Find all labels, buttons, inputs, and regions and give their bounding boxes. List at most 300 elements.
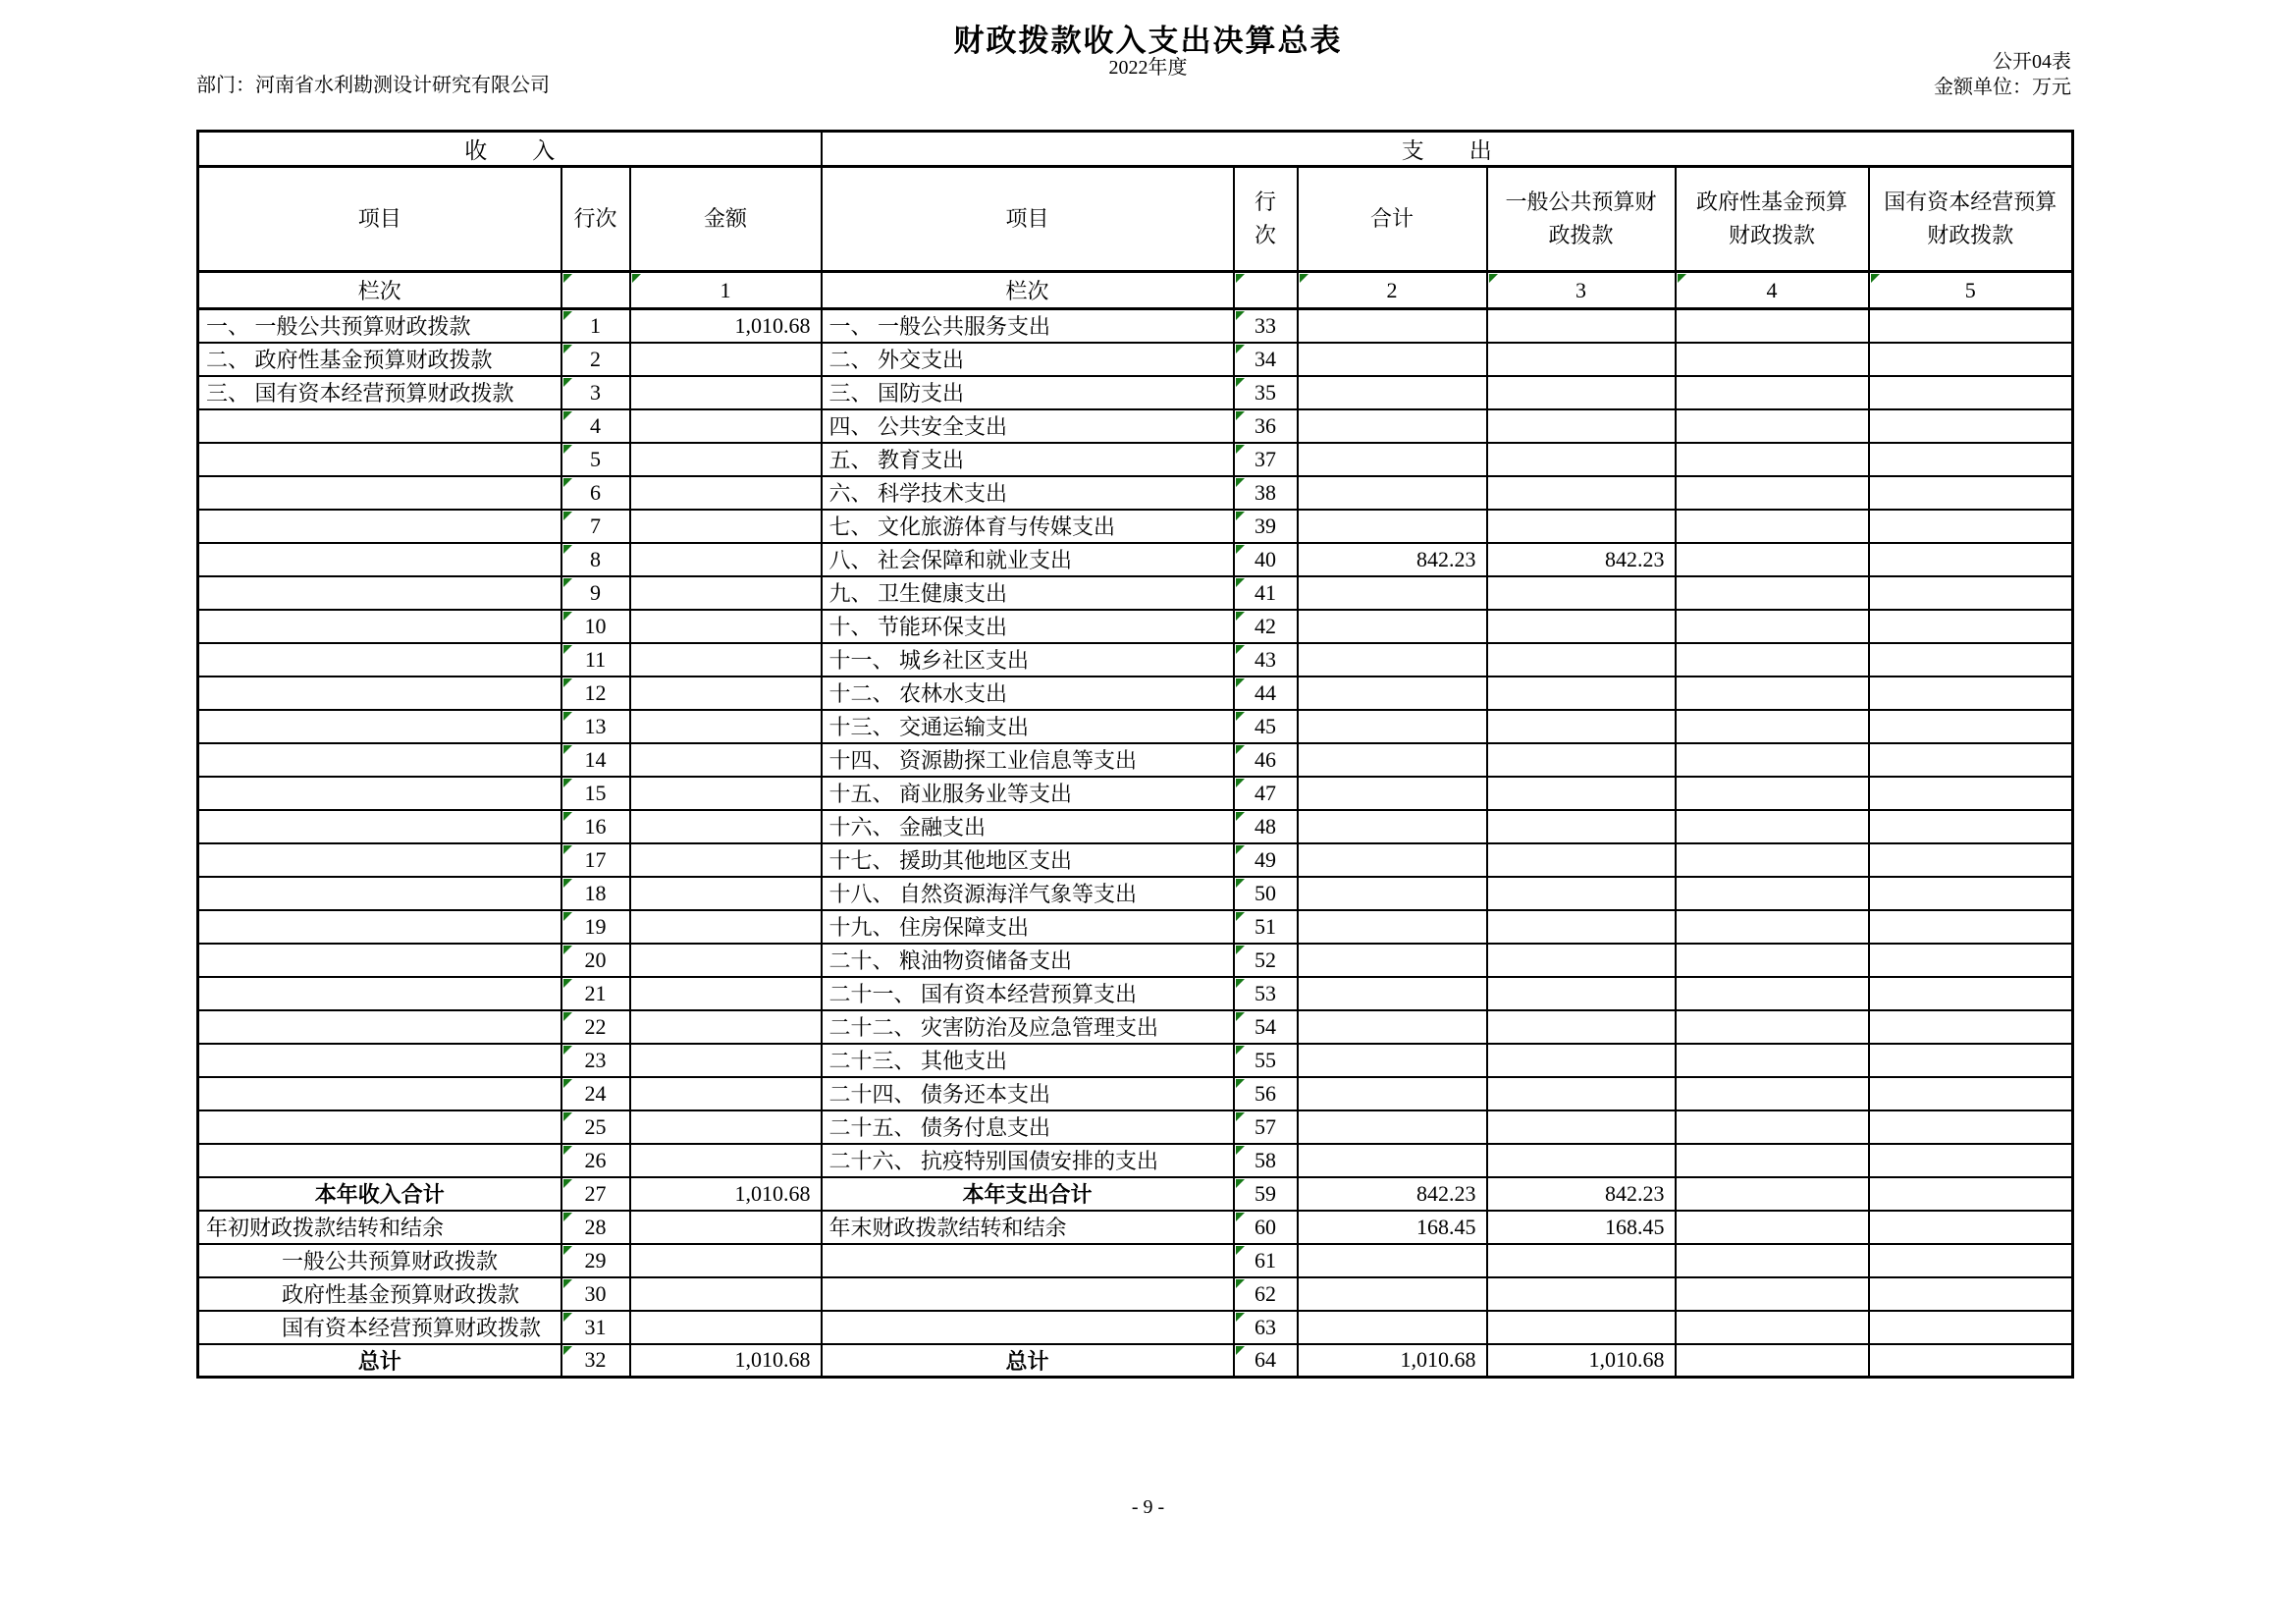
expense-state-capital-cell [1869,1044,2073,1077]
expense-item-cell: 十九、 住房保障支出 [822,910,1234,944]
income-rowno-cell: 7 [561,510,630,543]
expense-total-cell: 842.23 [1298,543,1487,576]
income-rowno-index-cell [561,272,630,309]
expense-gov-fund-cell [1676,1144,1869,1177]
expense-rowno-cell: 63 [1234,1311,1298,1344]
expense-rowno-cell: 38 [1234,476,1298,510]
income-item-cell: 国有资本经营预算财政拨款 [198,1311,561,1344]
income-item-cell [198,877,561,910]
expense-gov-fund-cell [1676,1177,1869,1211]
income-rowno-cell: 2 [561,343,630,376]
expense-general-budget-cell [1487,743,1676,777]
table-row [198,643,2073,677]
income-item-cell [198,777,561,810]
expense-total-cell: 842.23 [1298,1177,1487,1211]
expense-total-cell [1298,810,1487,843]
expense-total-index: 2 [1298,272,1487,309]
income-rowno-cell: 17 [561,843,630,877]
expense-state-capital-cell [1869,1144,2073,1177]
income-rowno-cell: 6 [561,476,630,510]
income-rowno-cell: 11 [561,643,630,677]
expense-total-cell: 1,010.68 [1298,1344,1487,1378]
expense-state-capital-cell [1869,443,2073,476]
expense-total-cell: 168.45 [1298,1211,1487,1244]
income-item-cell [198,977,561,1010]
expense-state-capital-cell [1869,376,2073,409]
expense-total-cell [1298,610,1487,643]
expense-rowno-cell: 57 [1234,1110,1298,1144]
income-amount-cell: 1,010.68 [630,1344,822,1378]
income-item-cell: 一、 一般公共预算财政拨款 [198,309,561,343]
expense-state-capital-cell [1869,1110,2073,1144]
expense-gov-fund-cell [1676,810,1869,843]
expense-general-budget-cell [1487,677,1676,710]
expense-general-budget-cell: 842.23 [1487,1177,1676,1211]
income-amount-cell [630,944,822,977]
income-index-label: 栏次 [198,272,561,309]
table-row [198,1144,2073,1177]
expense-state-capital-cell [1869,677,2073,710]
expense-state-capital-index: 5 [1869,272,2073,309]
income-amount-cell [630,777,822,810]
expense-item-cell: 三、 国防支出 [822,376,1234,409]
expense-total-cell [1298,1110,1487,1144]
table-row [198,1010,2073,1044]
expense-rowno-cell: 51 [1234,910,1298,944]
income-item-cell [198,1110,561,1144]
table-row [198,1110,2073,1144]
expense-general-budget-cell [1487,910,1676,944]
form-code-label: 公开04表 [1993,51,2071,73]
income-item-cell: 年初财政拨款结转和结余 [198,1211,561,1244]
income-amount-cell [630,510,822,543]
unit-label: 金额单位：万元 [1934,77,2071,98]
expense-total-cell [1298,1010,1487,1044]
table-row [198,1177,2073,1211]
expense-item-cell: 十二、 农林水支出 [822,677,1234,710]
expense-total-cell [1298,309,1487,343]
expense-section-header: 支 出 [822,132,2073,167]
expense-total-cell [1298,944,1487,977]
expense-general-budget-cell: 842.23 [1487,543,1676,576]
col-header-expense-total: 合计 [1298,167,1487,272]
income-item-cell: 二、 政府性基金预算财政拨款 [198,343,561,376]
income-amount-cell [630,643,822,677]
income-amount-cell [630,409,822,443]
income-amount-cell [630,476,822,510]
income-rowno-cell: 29 [561,1244,630,1277]
expense-total-cell [1298,1244,1487,1277]
income-amount-cell [630,877,822,910]
table-row [198,576,2073,610]
income-amount-cell [630,810,822,843]
table-body [198,309,2073,1378]
expense-gov-fund-cell [1676,376,1869,409]
expense-gov-fund-cell [1676,443,1869,476]
section-header-row [198,132,2073,167]
expense-state-capital-cell [1869,944,2073,977]
expense-general-budget-cell [1487,510,1676,543]
income-rowno-cell: 20 [561,944,630,977]
expense-rowno-cell: 61 [1234,1244,1298,1277]
expense-gov-fund-cell [1676,1244,1869,1277]
expense-total-cell [1298,877,1487,910]
expense-gov-fund-cell [1676,309,1869,343]
expense-item-cell: 二十五、 债务付息支出 [822,1110,1234,1144]
expense-item-cell: 十、 节能环保支出 [822,610,1234,643]
income-item-cell [198,476,561,510]
expense-state-capital-cell [1869,710,2073,743]
expense-rowno-cell: 42 [1234,610,1298,643]
table-row [198,1311,2073,1344]
expense-item-cell [822,1277,1234,1311]
table-row [198,1044,2073,1077]
expense-item-cell: 十一、 城乡社区支出 [822,643,1234,677]
expense-total-cell [1298,1077,1487,1110]
table-row [198,810,2073,843]
expense-state-capital-cell [1869,777,2073,810]
expense-gov-fund-cell [1676,877,1869,910]
expense-total-cell [1298,343,1487,376]
expense-rowno-cell: 40 [1234,543,1298,576]
expense-state-capital-cell [1869,910,2073,944]
expense-total-cell [1298,1311,1487,1344]
income-rowno-cell: 23 [561,1044,630,1077]
expense-total-cell [1298,743,1487,777]
income-amount-cell [630,1010,822,1044]
expense-item-cell: 十四、 资源勘探工业信息等支出 [822,743,1234,777]
expense-item-cell: 二十三、 其他支出 [822,1044,1234,1077]
income-rowno-cell: 18 [561,877,630,910]
expense-total-cell [1298,1277,1487,1311]
expense-total-cell [1298,1044,1487,1077]
expense-general-budget-cell [1487,1077,1676,1110]
expense-index-label: 栏次 [822,272,1234,309]
income-item-cell: 一般公共预算财政拨款 [198,1244,561,1277]
column-header-row [198,167,2073,272]
expense-rowno-cell: 60 [1234,1211,1298,1244]
income-rowno-cell: 8 [561,543,630,576]
income-item-cell [198,576,561,610]
income-amount-cell: 1,010.68 [630,309,822,343]
expense-gov-fund-cell [1676,510,1869,543]
expense-general-budget-cell [1487,476,1676,510]
expense-general-budget-cell [1487,810,1676,843]
table-row [198,977,2073,1010]
expense-general-budget-cell [1487,309,1676,343]
expense-gov-fund-cell [1676,910,1869,944]
table-row [198,610,2073,643]
expense-gov-fund-cell [1676,576,1869,610]
expense-rowno-cell: 46 [1234,743,1298,777]
income-amount-cell [630,1244,822,1277]
expense-rowno-cell: 55 [1234,1044,1298,1077]
expense-total-cell [1298,710,1487,743]
expense-state-capital-cell [1869,1277,2073,1311]
income-amount-cell [630,376,822,409]
expense-rowno-cell: 37 [1234,443,1298,476]
income-amount-cell [630,977,822,1010]
income-amount-cell [630,1110,822,1144]
expense-general-budget-cell [1487,1244,1676,1277]
expense-rowno-cell: 47 [1234,777,1298,810]
income-rowno-cell: 30 [561,1277,630,1311]
income-amount-cell [630,677,822,710]
expense-state-capital-cell [1869,409,2073,443]
income-rowno-cell: 12 [561,677,630,710]
table-row [198,543,2073,576]
expense-state-capital-cell [1869,810,2073,843]
expense-state-capital-cell [1869,1244,2073,1277]
expense-gov-fund-cell [1676,1211,1869,1244]
col-header-expense-state-capital: 国有资本经营预算财政拨款 [1869,167,2073,272]
income-rowno-cell: 5 [561,443,630,476]
expense-gov-fund-cell [1676,343,1869,376]
expense-total-cell [1298,576,1487,610]
income-item-cell: 本年收入合计 [198,1177,561,1211]
table-row [198,343,2073,376]
expense-gov-fund-cell [1676,743,1869,777]
income-item-cell: 政府性基金预算财政拨款 [198,1277,561,1311]
income-item-cell [198,743,561,777]
col-header-expense-gov-fund: 政府性基金预算财政拨款 [1676,167,1869,272]
income-item-cell [198,610,561,643]
expense-general-budget-cell [1487,877,1676,910]
expense-rowno-cell: 50 [1234,877,1298,910]
expense-general-budget-cell [1487,643,1676,677]
expense-rowno-index-cell [1234,272,1298,309]
expense-rowno-cell: 35 [1234,376,1298,409]
page-title: 财政拨款收入支出决算总表 [953,24,1343,58]
expense-total-cell [1298,843,1487,877]
expense-gov-fund-cell [1676,610,1869,643]
expense-rowno-cell: 58 [1234,1144,1298,1177]
expense-gov-fund-cell [1676,1311,1869,1344]
col-header-income-amount: 金额 [630,167,822,272]
expense-gov-fund-cell [1676,944,1869,977]
income-item-cell [198,510,561,543]
expense-general-index: 3 [1487,272,1676,309]
expense-state-capital-cell [1869,510,2073,543]
table-row [198,1344,2073,1378]
expense-general-budget-cell [1487,977,1676,1010]
expense-rowno-cell: 62 [1234,1277,1298,1311]
expense-item-cell [822,1244,1234,1277]
table-row [198,1077,2073,1110]
fiscal-year-label: 2022年度 [1108,57,1188,79]
income-item-cell [198,409,561,443]
income-amount-cell [630,843,822,877]
table-row [198,777,2073,810]
income-item-cell [198,910,561,944]
expense-item-cell: 年末财政拨款结转和结余 [822,1211,1234,1244]
expense-rowno-cell: 45 [1234,710,1298,743]
expense-state-capital-cell [1869,476,2073,510]
income-rowno-cell: 4 [561,409,630,443]
expense-general-budget-cell [1487,944,1676,977]
table-row [198,710,2073,743]
expense-gov-fund-cell [1676,677,1869,710]
expense-rowno-cell: 54 [1234,1010,1298,1044]
expense-item-cell: 四、 公共安全支出 [822,409,1234,443]
income-item-cell [198,710,561,743]
income-section-header: 收 入 [198,132,822,167]
expense-gov-fund-cell [1676,1344,1869,1378]
income-rowno-cell: 25 [561,1110,630,1144]
expense-general-budget-cell [1487,610,1676,643]
income-item-cell [198,1044,561,1077]
table-row [198,843,2073,877]
expense-general-budget-cell: 1,010.68 [1487,1344,1676,1378]
income-rowno-cell: 13 [561,710,630,743]
table-row [198,910,2073,944]
expense-state-capital-cell [1869,610,2073,643]
expense-item-cell: 二、 外交支出 [822,343,1234,376]
expense-item-cell [822,1311,1234,1344]
expense-rowno-cell: 36 [1234,409,1298,443]
income-amount-cell [630,910,822,944]
income-item-cell [198,1010,561,1044]
expense-gov-fund-cell [1676,710,1869,743]
expense-item-cell: 本年支出合计 [822,1177,1234,1211]
table-row [198,1277,2073,1311]
department-label: 部门：河南省水利勘测设计研究有限公司 [196,75,550,96]
income-rowno-cell: 31 [561,1311,630,1344]
income-amount-cell [630,1211,822,1244]
expense-gov-fund-cell [1676,1077,1869,1110]
expense-general-budget-cell [1487,343,1676,376]
expense-state-capital-cell [1869,1211,2073,1244]
income-amount-cell [630,610,822,643]
expense-item-cell: 总计 [822,1344,1234,1378]
expense-state-capital-cell [1869,576,2073,610]
table-row [198,877,2073,910]
income-item-cell [198,677,561,710]
col-header-expense-rowno: 行次 [1234,167,1298,272]
expense-item-cell: 十六、 金融支出 [822,810,1234,843]
expense-general-budget-cell [1487,843,1676,877]
expense-general-budget-cell: 168.45 [1487,1211,1676,1244]
page-number: - 9 - [1131,1496,1165,1518]
expense-total-cell [1298,510,1487,543]
table-row [198,677,2073,710]
expense-state-capital-cell [1869,1344,2073,1378]
expense-state-capital-cell [1869,543,2073,576]
column-index-row [198,272,2073,309]
col-header-expense-item: 项目 [822,167,1234,272]
table-row [198,510,2073,543]
income-rowno-cell: 3 [561,376,630,409]
income-item-cell [198,1077,561,1110]
expense-state-capital-cell [1869,743,2073,777]
expense-item-cell: 一、 一般公共服务支出 [822,309,1234,343]
income-rowno-cell: 26 [561,1144,630,1177]
expense-state-capital-cell [1869,1177,2073,1211]
expense-rowno-cell: 39 [1234,510,1298,543]
expense-rowno-cell: 53 [1234,977,1298,1010]
expense-gov-fund-cell [1676,1277,1869,1311]
expense-total-cell [1298,1144,1487,1177]
col-header-income-item: 项目 [198,167,561,272]
expense-rowno-cell: 52 [1234,944,1298,977]
expense-state-capital-cell [1869,1010,2073,1044]
expense-total-cell [1298,443,1487,476]
income-amount-cell [630,1044,822,1077]
expense-item-cell: 八、 社会保障和就业支出 [822,543,1234,576]
expense-gov-fund-cell [1676,1010,1869,1044]
income-amount-cell [630,1144,822,1177]
expense-rowno-cell: 59 [1234,1177,1298,1211]
expense-item-cell: 十七、 援助其他地区支出 [822,843,1234,877]
expense-item-cell: 九、 卫生健康支出 [822,576,1234,610]
income-item-cell [198,643,561,677]
table-row [198,944,2073,977]
income-rowno-cell: 1 [561,309,630,343]
expense-item-cell: 二十六、 抗疫特别国债安排的支出 [822,1144,1234,1177]
fiscal-appropriation-table [196,130,2074,1379]
income-rowno-cell: 16 [561,810,630,843]
expense-state-capital-cell [1869,643,2073,677]
expense-rowno-cell: 43 [1234,643,1298,677]
expense-general-budget-cell [1487,1010,1676,1044]
income-amount-cell [630,1277,822,1311]
income-rowno-cell: 21 [561,977,630,1010]
expense-item-cell: 二十、 粮油物资储备支出 [822,944,1234,977]
expense-state-capital-cell [1869,877,2073,910]
table-row [198,1244,2073,1277]
expense-gov-fund-cell [1676,843,1869,877]
income-rowno-cell: 28 [561,1211,630,1244]
income-amount-cell [630,710,822,743]
expense-rowno-cell: 48 [1234,810,1298,843]
expense-general-budget-cell [1487,443,1676,476]
expense-general-budget-cell [1487,777,1676,810]
expense-general-budget-cell [1487,1044,1676,1077]
expense-gov-fund-cell [1676,643,1869,677]
table-row [198,376,2073,409]
expense-state-capital-cell [1869,1311,2073,1344]
col-header-income-rowno: 行次 [561,167,630,272]
expense-item-cell: 二十二、 灾害防治及应急管理支出 [822,1010,1234,1044]
expense-total-cell [1298,376,1487,409]
expense-item-cell: 十五、 商业服务业等支出 [822,777,1234,810]
expense-state-capital-cell [1869,343,2073,376]
expense-rowno-cell: 56 [1234,1077,1298,1110]
expense-gov-fund-cell [1676,1044,1869,1077]
income-amount-cell [630,443,822,476]
income-item-cell: 三、 国有资本经营预算财政拨款 [198,376,561,409]
income-item-cell [198,543,561,576]
expense-general-budget-cell [1487,376,1676,409]
income-amount-cell [630,576,822,610]
income-rowno-cell: 10 [561,610,630,643]
income-rowno-cell: 22 [561,1010,630,1044]
expense-gov-fund-cell [1676,476,1869,510]
expense-item-cell: 六、 科学技术支出 [822,476,1234,510]
expense-rowno-cell: 34 [1234,343,1298,376]
expense-rowno-cell: 41 [1234,576,1298,610]
expense-state-capital-cell [1869,309,2073,343]
expense-item-cell: 十八、 自然资源海洋气象等支出 [822,877,1234,910]
income-item-cell [198,810,561,843]
table-row [198,743,2073,777]
table-row [198,443,2073,476]
table-row [198,1211,2073,1244]
income-rowno-cell: 14 [561,743,630,777]
income-item-cell: 总计 [198,1344,561,1378]
income-rowno-cell: 32 [561,1344,630,1378]
income-item-cell [198,944,561,977]
